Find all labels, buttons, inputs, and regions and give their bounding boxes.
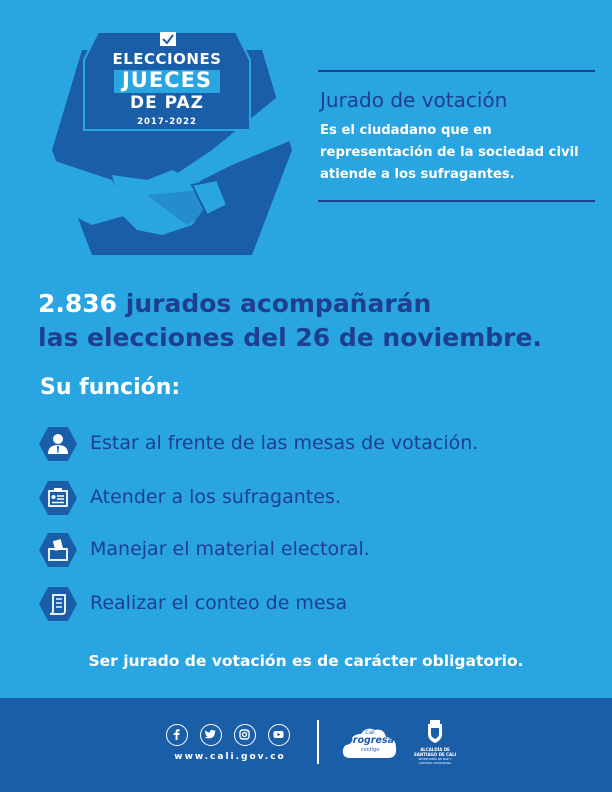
footer	[0, 698, 612, 792]
person-icon	[38, 426, 78, 462]
badge-years: 2017-2022	[137, 117, 197, 127]
youtube-icon[interactable]	[268, 724, 290, 746]
twitter-icon[interactable]	[200, 724, 222, 746]
function-item	[38, 586, 598, 622]
jurado-title: Jurado de votación	[320, 88, 508, 112]
instagram-icon[interactable]	[234, 724, 256, 746]
ballot-box-icon	[38, 532, 78, 568]
scroll-icon	[38, 586, 78, 622]
facebook-icon[interactable]	[166, 724, 188, 746]
badge-line1: ELECCIONES	[112, 50, 222, 68]
function-label: Estar al frente de las mesas de votación.	[90, 432, 479, 454]
function-label: Realizar el conteo de mesa	[90, 592, 348, 614]
function-label: Atender a los sufragantes.	[90, 486, 341, 508]
crest-line3: SECRETARÍA DE PAZ Y CULTURA CIUDADANA	[418, 757, 452, 765]
elecciones-badge	[82, 30, 252, 134]
footer-divider	[317, 720, 319, 764]
alcaldia-crest	[412, 720, 458, 770]
obligatorio-notice: Ser jurado de votación es de carácter obligatorio.	[88, 652, 524, 670]
cali-progresa-logo	[340, 722, 400, 764]
jurado-description: Es el ciudadano que en representación de la sociedad civil atiende a los sufragantes.	[320, 123, 579, 182]
funcion-title: Su función:	[40, 375, 181, 400]
headline	[38, 287, 598, 355]
website-url[interactable]: www.cali.gov.co	[174, 752, 286, 762]
function-item	[38, 480, 598, 516]
function-item	[38, 532, 598, 568]
crest-line1: ALCALDÍA DE SANTIAGO DE CALI	[413, 747, 457, 757]
cloud-bottom-text: contigo	[360, 747, 380, 753]
function-item	[38, 426, 598, 462]
headline-number: 2.836	[38, 289, 118, 318]
badge-line3: DE PAZ	[129, 93, 205, 113]
badge-line2: JUECES	[121, 68, 213, 92]
headline-line1: jurados acompañarán	[117, 289, 432, 318]
shield-icon	[426, 720, 444, 744]
jurado-definition	[318, 70, 595, 202]
cloud-top-text: Cali	[365, 730, 375, 736]
headline-line2: las elecciones del 26 de noviembre.	[38, 323, 542, 352]
function-label: Manejar el material electoral.	[90, 538, 370, 560]
id-card-icon	[38, 480, 78, 516]
cloud-main-text: progresa	[345, 735, 394, 746]
